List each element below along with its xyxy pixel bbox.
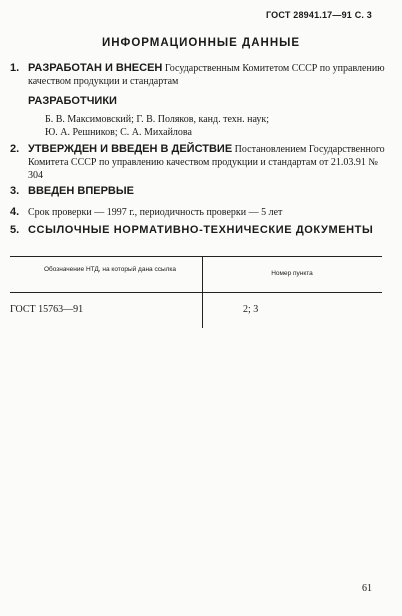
item-body [28,62,385,88]
item-text: Государственным Комитетом СССР по управлению качеством продукции и стандартам [28,63,385,87]
item-body [28,185,385,198]
column-header-document: Обозначение НТД, на который дана ссылка [43,266,177,273]
item-number: 4. [10,206,20,218]
page-number: 61 [362,583,372,594]
developers-list [45,113,385,139]
item-body [28,224,385,237]
item-number: 5. [10,224,20,236]
page-title: ИНФОРМАЦИОННЫЕ ДАННЫЕ [101,37,301,49]
item-introduced-first [10,185,385,198]
item-review-period [10,206,385,219]
item-heading: РАЗРАБОТАН И ВНЕСЕН [28,62,163,74]
item-text: Срок проверки — 1997 г., периодичность проверки — 5 лет [28,207,283,218]
developers-line: Б. В. Максимовский; Г. В. Поляков, канд. техн. наук; [45,114,270,125]
developers-line: Ю. А. Решников; С. А. Михайлова [45,127,192,138]
document-code-header: ГОСТ 28941.17—91 С. 3 [265,10,372,20]
item-body [28,206,385,219]
item-reference-documents [10,224,385,237]
item-number: 1. [10,62,20,74]
table-cell-clause: 2; 3 [243,304,259,315]
item-developed-by [10,62,385,88]
column-header-clause: Номер пункта [271,270,313,277]
table-top-rule [10,256,382,257]
table-column-divider [202,256,203,328]
item-approved [10,143,385,182]
table-header-rule [10,292,382,293]
item-heading: УТВЕРЖДЕН И ВВЕДЕН В ДЕЙСТВИЕ [28,143,233,155]
table-cell-document: ГОСТ 15763—91 [10,304,84,315]
item-text: Постановлением Государственного Комитета СССР по управлению качеством продукции и стандартам от 21.03.91 № 304 [28,144,385,181]
item-heading: ССЫЛОЧНЫЕ НОРМАТИВНО-ТЕХНИЧЕСКИЕ ДОКУМЕНТЫ [28,224,374,236]
developers-heading: РАЗРАБОТЧИКИ [28,95,117,107]
item-number: 2. [10,143,20,155]
item-number: 3. [10,185,20,197]
item-body [28,143,385,182]
item-heading: ВВЕДЕН ВПЕРВЫЕ [28,185,134,197]
